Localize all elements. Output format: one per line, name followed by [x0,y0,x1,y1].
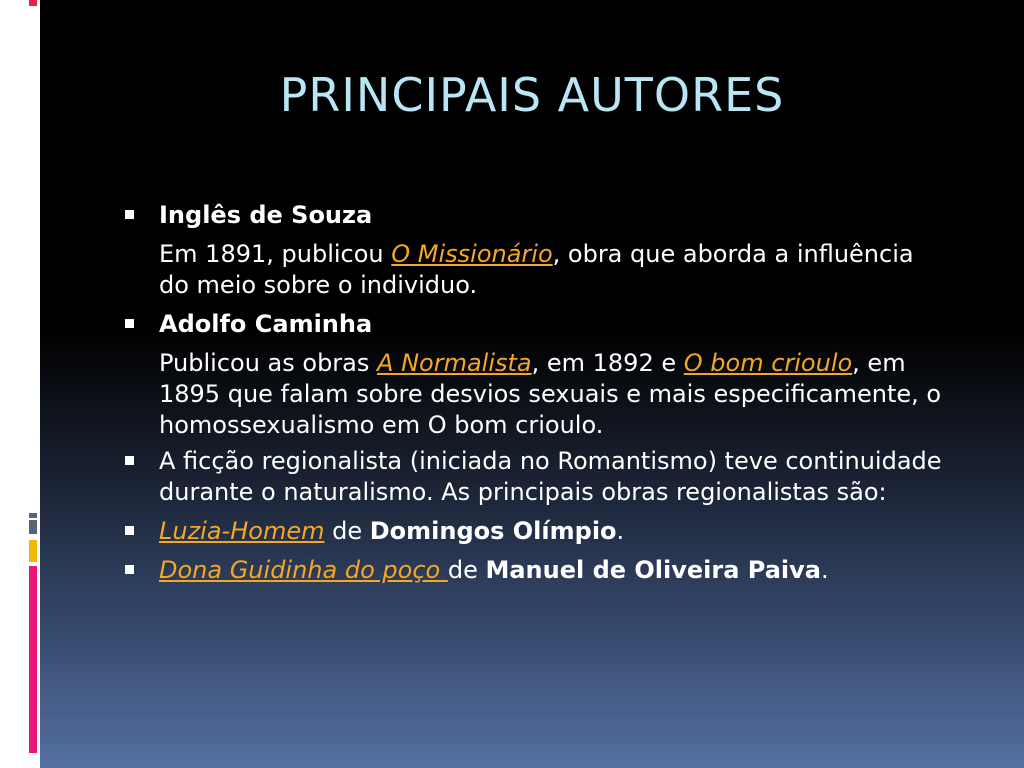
paragraph-text: A ficção regionalista (iniciada no Romantismo) teve continuidade durante o naturalismo. As principais obras regionalistas são: [159,447,942,506]
slide-title: PRINCIPAIS AUTORES [279,68,785,122]
slide-content [122,200,942,586]
bullet-item-adolfo-caminha [122,309,942,340]
bullet-item-luzia-homem [122,516,942,547]
square-bullet-icon [125,210,134,219]
bullet-item-dona-guidinha [122,555,942,586]
paragraph-text: , obra que aborda a influência do meio sobre o individuo. [159,240,914,299]
square-bullet-icon [125,319,134,328]
book-link-luzia-homem[interactable]: Luzia-Homem [159,517,325,545]
author-heading: Inglês de Souza [159,201,373,229]
accent-bar-red [29,0,37,6]
period: . [821,556,829,584]
square-bullet-icon [125,526,134,535]
author-name: Domingos Olímpio [369,517,617,545]
square-bullet-icon [125,565,134,574]
paragraph-text: , em 1895 que falam sobre desvios sexuais e mais especificamente, o homossexualismo em O bom crioulo. [159,349,942,439]
book-link-o-bom-crioulo[interactable]: O bom crioulo [683,349,853,377]
bullet-item-ficcao-regionalista [122,446,942,508]
bullet-item-ingles-de-souza [122,200,942,231]
accent-bar-pink [29,566,37,753]
paragraph-text: Publicou as obras [159,349,378,377]
paragraph-text: , em 1892 e [531,349,684,377]
author-name: Manuel de Oliveira Paiva [485,556,821,584]
accent-bar-gray [29,513,37,518]
paragraph-text: Em 1891, publicou [159,240,392,268]
book-link-o-missionario[interactable]: O Missionário [391,240,553,268]
period: . [616,517,625,545]
sub-paragraph [122,239,942,301]
book-link-a-normalista[interactable]: A Normalista [377,349,532,377]
connector-text: de [447,556,486,584]
accent-bar-yellow [29,540,37,562]
sub-paragraph [122,348,942,441]
square-bullet-icon [125,456,134,465]
accent-bar-slate [29,520,37,534]
author-heading: Adolfo Caminha [159,310,373,338]
connector-text: de [324,517,370,545]
book-link-dona-guidinha-do-poco[interactable]: Dona Guidinha do poço [159,556,448,584]
